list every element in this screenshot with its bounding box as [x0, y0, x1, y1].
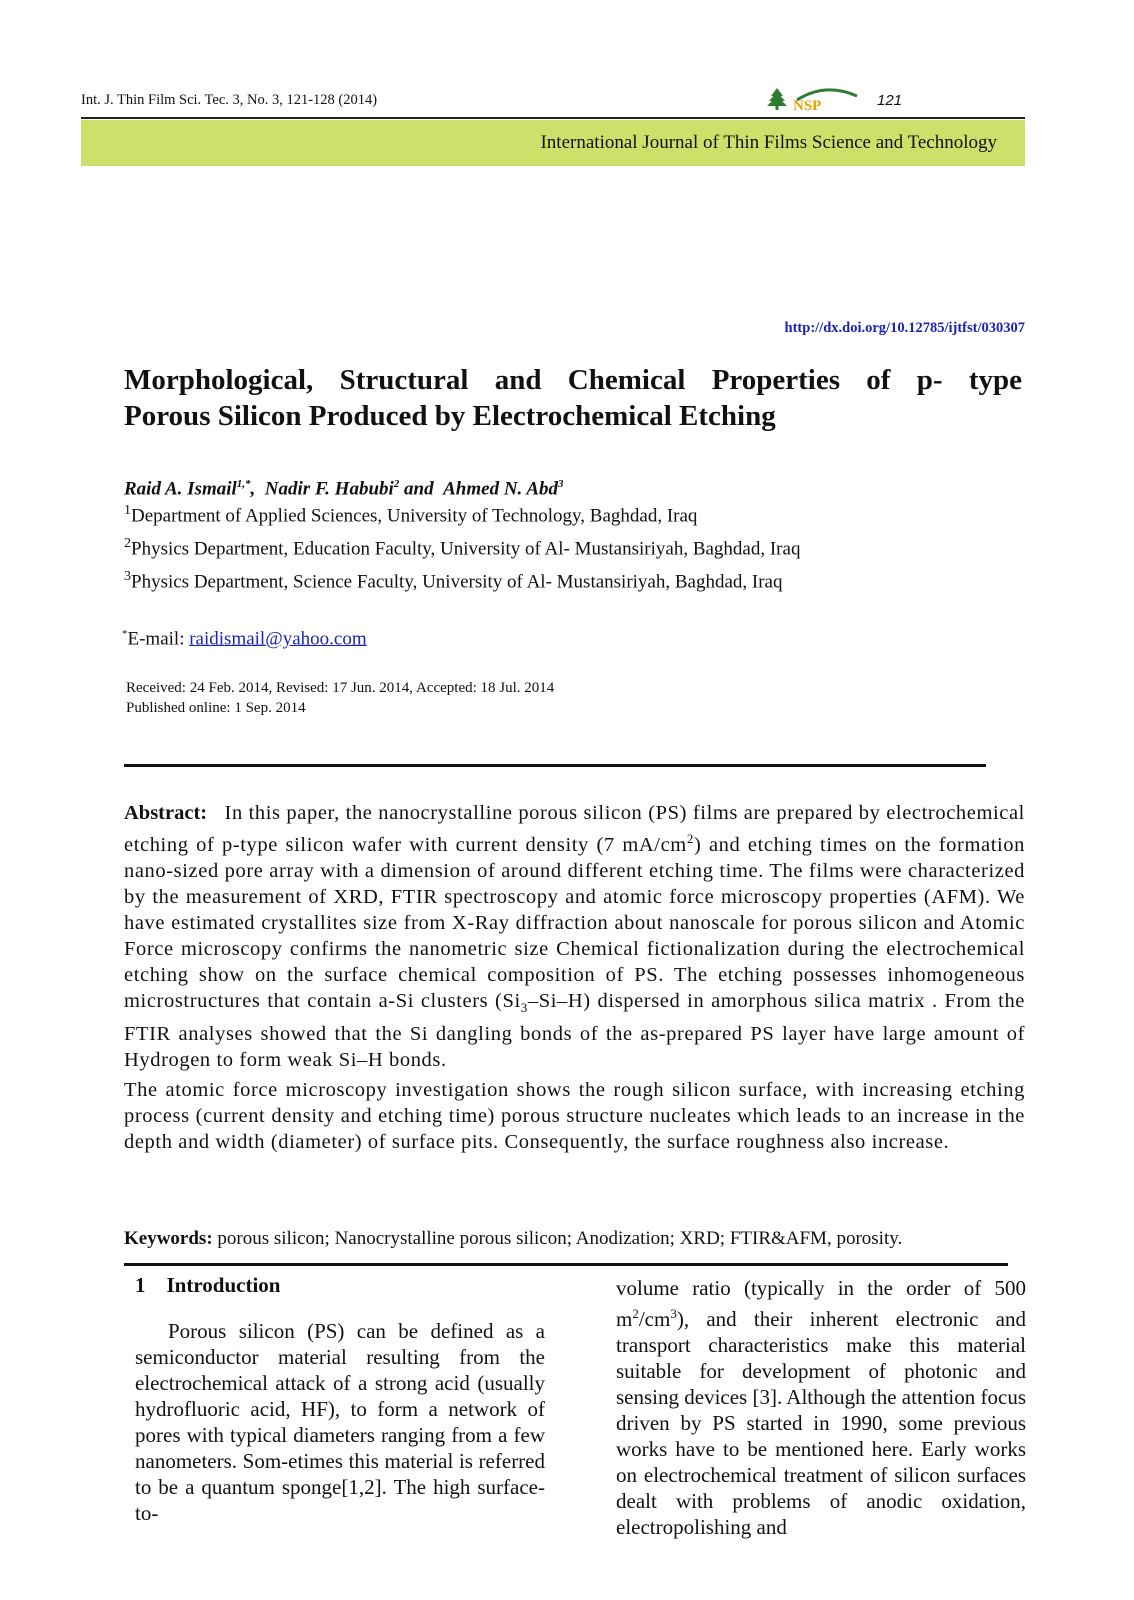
- affiliation-1-text: Department of Applied Sciences, University of Technology, Baghdad, Iraq: [131, 505, 698, 527]
- journal-name: International Journal of Thin Films Science and Technology: [540, 132, 997, 153]
- author-3-mark: 3: [558, 478, 564, 490]
- corresponding-email: [122, 628, 367, 650]
- abstract-sup: 2: [686, 831, 694, 846]
- keywords: [124, 1228, 902, 1250]
- publisher-logo: [767, 86, 863, 112]
- keywords-text: porous silicon; Nanocrystalline porous silicon; Anodization; XRD; FTIR&AFM, porosity.: [212, 1228, 903, 1249]
- intro-right-column: [616, 1275, 1026, 1540]
- abstract-text-c: –Si–H) dispersed in amorphous silica matrix . From the FTIR analyses showed that the Si dangling bonds of the as-prepared PS layer have large amount of Hydrogen to form weak Si–H bonds.: [124, 989, 1025, 1071]
- journal-banner: [81, 120, 1025, 166]
- dates-line-2: Published online: 1 Sep. 2014: [126, 700, 306, 716]
- affiliation-2: [124, 536, 800, 560]
- abstract-text-b: ) and etching times on the formation nano-sized pore array with a dimension of around different etching time. The films were characterized by the measurement of XRD, FTIR spectroscopy and atomic force microscopy properties (AFM). We have estimated crystallites size from X-Ray diffraction about nanoscale for porous silicon and Atomic Force microscopy confirms the nanometric size Chemical fictionalization during the electrochemical etching show on the surface chemical composition of PS. The etching possesses inhomogeneous microstructures that contain a-Si clusters (Si: [124, 833, 1025, 1012]
- title-line-2: Porous Silicon Produced by Electrochemical Etching: [124, 400, 776, 432]
- affiliation-1-num: 1: [124, 503, 131, 518]
- affiliation-2-text: Physics Department, Education Faculty, University of Al- Mustansiriyah, Baghdad, Iraq: [131, 538, 801, 560]
- abstract-para-1: [124, 800, 1025, 1073]
- email-label: E-mail:: [127, 628, 190, 650]
- separator-rule: [124, 764, 986, 767]
- email-mark: *: [122, 628, 128, 640]
- affiliation-3-num: 3: [124, 569, 131, 584]
- intro-right-sup1: 2: [632, 1306, 639, 1321]
- author-sep: ,: [250, 478, 256, 500]
- intro-right-c: ), and their inherent electronic and transport characteristics make this material suitable for development of photonic and sensing devices [3]. Although the attention focus driven by PS started in 1990, some previous works have to be mentioned here. Early works on electrochemical treatment of silicon surfaces dealt with problems of anodic oxidation, electropolishing and: [616, 1307, 1027, 1539]
- affiliation-2-num: 2: [124, 536, 131, 551]
- paper-title: [124, 362, 1024, 434]
- author-2: Nadir F. Habubi: [264, 478, 394, 500]
- intro-left-column: [135, 1318, 545, 1526]
- abstract-text-a: In this paper, the nanocrystalline porous silicon (PS) films are prepared by electrochemical etching of p-type silicon wafer with current density (7 mA/cm: [124, 802, 1025, 856]
- abstract-label: Abstract:: [124, 802, 208, 824]
- email-link[interactable]: raidismail@yahoo.com: [189, 628, 367, 650]
- article-dates: [126, 678, 554, 718]
- page-number: 121: [877, 92, 903, 109]
- section-heading-introduction: 1 Introduction: [135, 1273, 281, 1297]
- author-1: Raid A. Ismail: [124, 478, 237, 500]
- title-line-1: Morphological, Structural and Chemical Properties of p- type: [124, 364, 1022, 396]
- dates-line-1: Received: 24 Feb. 2014, Revised: 17 Jun. 2014, Accepted: 18 Jul. 2014: [126, 680, 555, 696]
- affiliation-3: [124, 569, 783, 593]
- author-3: Ahmed N. Abd: [443, 478, 559, 500]
- keywords-label: Keywords:: [124, 1228, 213, 1249]
- author-and: and: [404, 478, 434, 500]
- intro-right-a: volume ratio (typically in the order of 500 m: [616, 1276, 1026, 1331]
- doi-link[interactable]: http://dx.doi.org/10.12785/ijtfst/030307: [784, 320, 1025, 336]
- journal-citation: Int. J. Thin Film Sci. Tec. 3, No. 3, 121-128 (2014): [81, 92, 378, 108]
- author-1-mark: 1,*: [236, 478, 251, 490]
- abstract-sub: 3: [520, 999, 528, 1015]
- intro-right-b: /cm: [638, 1307, 671, 1331]
- intro-left-text: Porous silicon (PS) can be defined as a semiconductor material resulting from the electrochemical attack of a strong acid (usually hydrofluoric acid, HF), to form a network of pores with typical diameters ranging from a few nanometers. Som-etimes this material is referred to be a quantum sponge[1,2]. The high surface-to-: [135, 1319, 545, 1525]
- intro-right-sup2: 3: [670, 1306, 677, 1321]
- author-2-mark: 2: [393, 478, 400, 490]
- abstract-para-2: The atomic force microscopy investigation shows the rough silicon surface, with increasing etching process (current density and etching time) porous structure nucleates which leads to an increase in the depth and width (diameter) of surface pits. Consequently, the surface roughness also increase.: [124, 1078, 1025, 1153]
- author-list: [124, 478, 564, 500]
- header-rule: [81, 117, 1025, 119]
- abstract: [124, 800, 1025, 1155]
- intro-right-text: [616, 1275, 1026, 1540]
- separator-rule-2: [124, 1263, 1008, 1266]
- logo-text: NSP: [793, 98, 822, 112]
- affiliation-3-text: Physics Department, Science Faculty, University of Al- Mustansiriyah, Baghdad, Iraq: [131, 571, 783, 593]
- affiliation-1: [124, 503, 697, 527]
